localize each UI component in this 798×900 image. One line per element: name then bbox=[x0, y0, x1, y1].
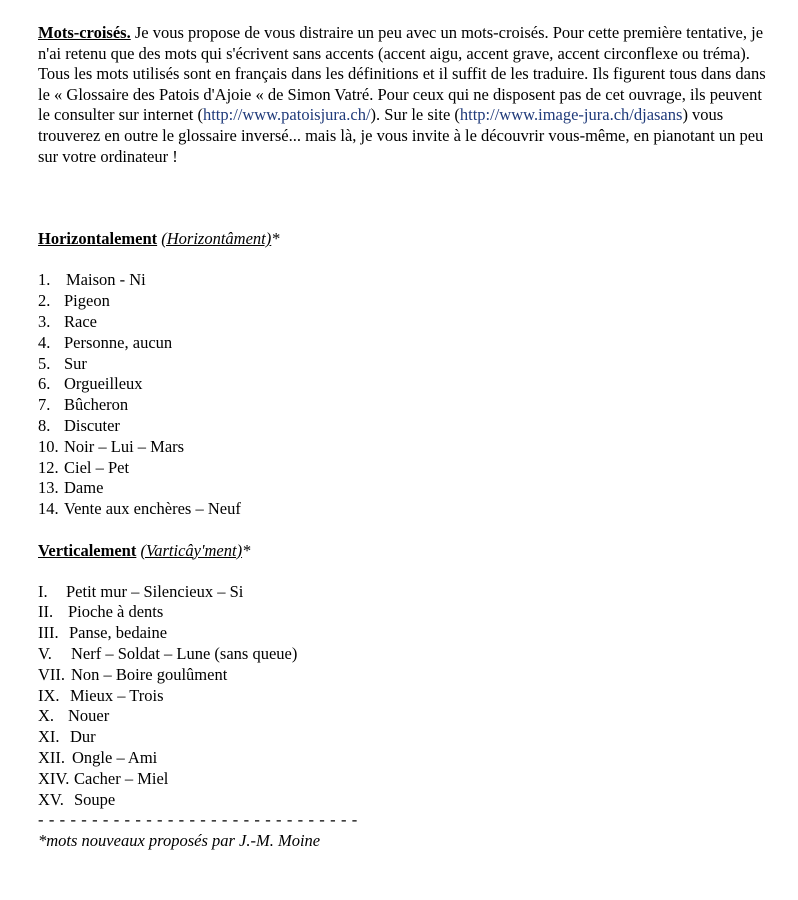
clue-text: Dur bbox=[70, 727, 96, 747]
horizontal-clue bbox=[38, 270, 768, 291]
spacer bbox=[38, 167, 768, 229]
clue-text: Pioche à dents bbox=[68, 602, 164, 622]
clue-number: 1. bbox=[38, 270, 51, 290]
clue-text: Ciel – Pet bbox=[64, 457, 130, 477]
intro-title: Mots-croisés. bbox=[38, 23, 131, 42]
clue-text: Discuter bbox=[64, 415, 120, 435]
spacer bbox=[38, 250, 768, 271]
clue-number: 4. bbox=[38, 332, 51, 352]
vertical-clue bbox=[38, 602, 768, 623]
clue-text: Sur bbox=[64, 353, 87, 373]
clue-text: Mieux – Trois bbox=[70, 685, 164, 705]
horizontal-heading-patois: (Horizontâment) bbox=[161, 229, 272, 249]
intro-paragraph bbox=[38, 23, 768, 167]
clue-number: IX. bbox=[38, 685, 60, 705]
clue-number: XII. bbox=[38, 748, 66, 768]
footnote: *mots nouveaux proposés par J.-M. Moine bbox=[38, 831, 321, 851]
clue-text: Soupe bbox=[74, 789, 116, 809]
horizontal-clue bbox=[38, 416, 768, 437]
clue-number: XV. bbox=[38, 789, 64, 809]
clue-text: Cacher – Miel bbox=[74, 768, 169, 788]
horizontal-clue bbox=[38, 333, 768, 354]
vertical-clue bbox=[38, 665, 768, 686]
clue-text: Vente aux enchères – Neuf bbox=[64, 499, 241, 519]
clue-number: 12. bbox=[38, 457, 59, 477]
clue-number: 7. bbox=[38, 395, 51, 415]
vertical-clue bbox=[38, 769, 768, 790]
intro-text-2: ). Sur le site ( bbox=[370, 105, 460, 125]
clue-number: 8. bbox=[38, 415, 51, 435]
clue-number: 3. bbox=[38, 311, 51, 331]
spacer bbox=[38, 520, 768, 541]
clue-text: Bûcheron bbox=[64, 395, 129, 415]
horizontal-clue bbox=[38, 478, 768, 499]
clue-number: VII. bbox=[38, 664, 66, 684]
clue-number: 6. bbox=[38, 374, 51, 394]
vertical-clue bbox=[38, 706, 768, 727]
clue-text: Nouer bbox=[68, 706, 110, 726]
vertical-clue bbox=[38, 748, 768, 769]
intro-text-1: Je vous propose de vous distraire un peu avec un mots-croisés. Pour cette première tentative, je n'ai retenu que des mots qui s'écrivent sans accents (accent aigu, accent grave, accent circonflexe ou tréma). Tous les mots utilisés sont en français dans les définitions et il suffit de les traduire. Ils figurent tous dans dans le « Glossaire des Patois d'Ajoie « de Simon Vatré. Pour ceux qui ne disposent pas de cet ouvrage, ils peuvent le consulter sur internet ( bbox=[38, 23, 766, 125]
horizontal-clue bbox=[38, 437, 768, 458]
horizontal-clue bbox=[38, 458, 768, 479]
horizontal-clue bbox=[38, 499, 768, 520]
clue-text: Ongle – Ami bbox=[72, 748, 158, 768]
intro-text-3: ) vous trouverez en outre le glossaire inversé... mais là, je vous invite à le découvrir vous-même, en pianotant un peu sur votre ordinateur ! bbox=[38, 105, 764, 166]
clue-text: Personne, aucun bbox=[64, 332, 173, 352]
clue-number: II. bbox=[38, 602, 54, 622]
vertical-clue bbox=[38, 727, 768, 748]
clue-text: Panse, bedaine bbox=[69, 623, 168, 643]
horizontal-heading-label: Horizontalement bbox=[38, 229, 158, 249]
horizontal-clue bbox=[38, 395, 768, 416]
horizontal-clue bbox=[38, 312, 768, 333]
vertical-clue bbox=[38, 623, 768, 644]
dashed-divider: - - - - - - - - - - - - - - - - - - - - - - - - - - - - - - bbox=[38, 810, 358, 830]
vertical-heading-star: * bbox=[242, 540, 251, 560]
clue-number: 14. bbox=[38, 499, 59, 519]
vertical-heading-patois: (Varticây'ment) bbox=[140, 540, 243, 560]
vertical-clue bbox=[38, 686, 768, 707]
clue-number: 2. bbox=[38, 291, 51, 311]
clue-number: 5. bbox=[38, 353, 51, 373]
patoisjura-link[interactable]: http://www.patoisjura.ch/ bbox=[202, 105, 371, 125]
clue-number: V. bbox=[38, 644, 52, 664]
clue-number: XIV. bbox=[38, 768, 70, 788]
vertical-clue bbox=[38, 644, 768, 665]
clue-text: Pigeon bbox=[64, 291, 110, 311]
vertical-clue-list bbox=[38, 582, 768, 811]
vertical-heading-label: Verticalement bbox=[38, 540, 137, 560]
horizontal-heading bbox=[38, 229, 768, 250]
clue-number: 10. bbox=[38, 436, 59, 456]
clue-text: Maison - Ni bbox=[66, 270, 146, 290]
clue-number: III. bbox=[38, 623, 59, 643]
clue-text: Orgueilleux bbox=[64, 374, 143, 394]
horizontal-clue bbox=[38, 354, 768, 375]
clue-text: Nerf – Soldat – Lune (sans queue) bbox=[71, 644, 298, 664]
clue-number: XI. bbox=[38, 727, 60, 747]
clue-text: Race bbox=[64, 311, 97, 331]
clue-text: Dame bbox=[64, 478, 104, 498]
clue-text: Petit mur – Silencieux – Si bbox=[66, 581, 244, 601]
horizontal-heading-star: * bbox=[271, 229, 280, 249]
clue-number: I. bbox=[38, 581, 48, 601]
clue-text: Non – Boire goulûment bbox=[71, 664, 228, 684]
spacer bbox=[38, 561, 768, 582]
image-jura-link[interactable]: http://www.image-jura.ch/djasans bbox=[459, 105, 683, 125]
vertical-clue bbox=[38, 582, 768, 603]
horizontal-clue bbox=[38, 291, 768, 312]
clue-number: 13. bbox=[38, 478, 59, 498]
horizontal-clue-list bbox=[38, 270, 768, 520]
horizontal-clue bbox=[38, 374, 768, 395]
vertical-clue bbox=[38, 790, 768, 811]
vertical-heading bbox=[38, 541, 768, 562]
document-page bbox=[38, 23, 768, 852]
clue-text: Noir – Lui – Mars bbox=[64, 436, 185, 456]
clue-number: X. bbox=[38, 706, 55, 726]
